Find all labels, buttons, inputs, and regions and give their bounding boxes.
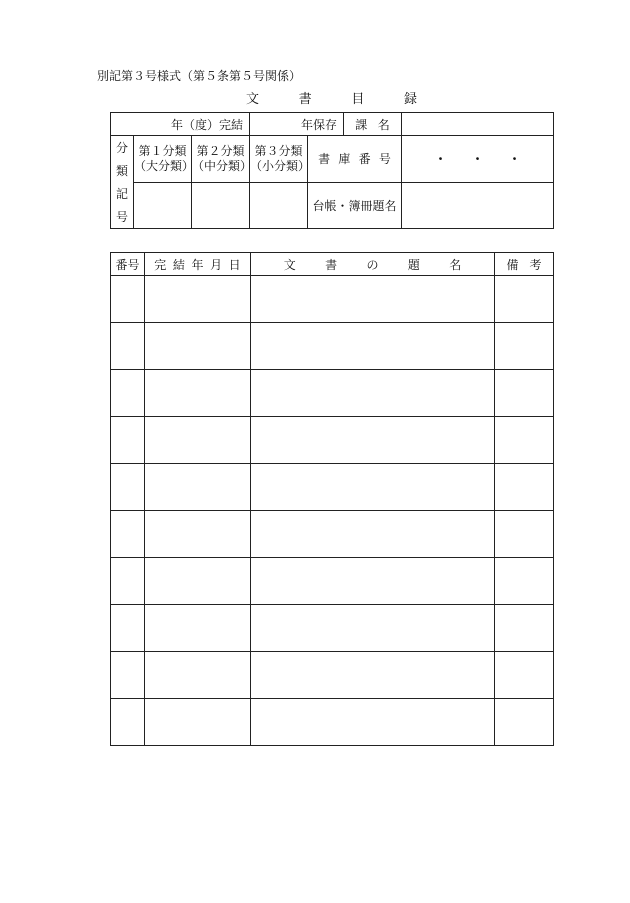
completion-date-cell[interactable] xyxy=(145,370,251,417)
number-cell[interactable] xyxy=(111,417,145,464)
table-row xyxy=(111,417,554,464)
remarks-header-char: 備 xyxy=(506,257,519,272)
number-cell[interactable] xyxy=(111,511,145,558)
remarks-cell[interactable] xyxy=(495,558,554,605)
remarks-cell[interactable] xyxy=(495,605,554,652)
title-header-char: 名 xyxy=(449,257,462,272)
classification-label-cell xyxy=(111,136,134,229)
title-header-char: 文 xyxy=(283,257,296,272)
document-title-cell[interactable] xyxy=(251,558,495,605)
class1-header xyxy=(134,136,195,183)
number-cell[interactable] xyxy=(111,558,145,605)
completion-date-cell[interactable] xyxy=(145,558,251,605)
number-cell[interactable] xyxy=(111,652,145,699)
storage-number-label-cell xyxy=(308,136,402,183)
table-row xyxy=(111,558,554,605)
storage-dot: ・ xyxy=(508,152,521,167)
document-title-cell[interactable] xyxy=(251,605,495,652)
storage-dot: ・ xyxy=(471,152,484,167)
completion-date-cell[interactable] xyxy=(145,699,251,746)
form-number-label: 別記第３号様式（第５条第５号関係） xyxy=(97,69,302,83)
completion-date-cell[interactable] xyxy=(145,605,251,652)
class3-header xyxy=(250,136,311,183)
document-title-cell[interactable] xyxy=(251,276,495,323)
completion-date-cell[interactable] xyxy=(145,511,251,558)
completion-date-cell[interactable] xyxy=(145,276,251,323)
number-cell[interactable] xyxy=(111,464,145,511)
class3-sub: （小分類） xyxy=(250,158,311,173)
number-header-label: 番号 xyxy=(115,257,140,272)
table-row xyxy=(111,464,554,511)
storage-char: 番 xyxy=(358,152,371,167)
date-header-char: 月 xyxy=(210,257,223,272)
document-list-table xyxy=(110,252,554,746)
class1-label: 第１分類 xyxy=(138,143,187,158)
table-row xyxy=(111,511,554,558)
title-char: 書 xyxy=(298,92,312,107)
storage-char: 号 xyxy=(378,152,391,167)
table-row xyxy=(111,605,554,652)
remarks-cell[interactable] xyxy=(495,511,554,558)
table-row xyxy=(111,276,554,323)
completion-date-cell[interactable] xyxy=(145,417,251,464)
classification-char: 号 xyxy=(115,210,128,224)
table-row xyxy=(111,699,554,746)
remarks-header xyxy=(495,253,554,276)
ledger-name-label-cell xyxy=(308,182,402,229)
date-header-char: 結 xyxy=(172,257,185,272)
table-row xyxy=(111,652,554,699)
classification-char: 記 xyxy=(115,187,128,201)
remarks-cell[interactable] xyxy=(495,323,554,370)
number-header xyxy=(111,253,145,276)
document-title xyxy=(110,88,553,107)
section-char: 課 xyxy=(355,117,368,132)
remarks-cell[interactable] xyxy=(495,652,554,699)
title-char: 録 xyxy=(403,92,417,107)
title-char: 文 xyxy=(246,92,260,107)
document-title-cell[interactable] xyxy=(251,417,495,464)
classification-char: 類 xyxy=(115,164,128,178)
date-header-char: 日 xyxy=(228,257,241,272)
completion-year-cell[interactable] xyxy=(111,113,250,136)
ledger-name-value[interactable] xyxy=(402,182,554,229)
completion-date-cell[interactable] xyxy=(145,652,251,699)
storage-dot: ・ xyxy=(434,152,447,167)
storage-char: 庫 xyxy=(338,152,351,167)
section-char: 名 xyxy=(377,117,390,132)
class2-header xyxy=(192,136,253,183)
document-title-cell[interactable] xyxy=(251,464,495,511)
document-info-table xyxy=(110,112,554,229)
title-header-char: 題 xyxy=(407,257,420,272)
class2-sub: （中分類） xyxy=(192,158,253,173)
table-row xyxy=(111,323,554,370)
document-title-cell[interactable] xyxy=(251,323,495,370)
remarks-header-char: 考 xyxy=(529,257,542,272)
document-title-cell[interactable] xyxy=(251,370,495,417)
completion-date-cell[interactable] xyxy=(145,323,251,370)
document-title-cell[interactable] xyxy=(251,699,495,746)
completion-date-cell[interactable] xyxy=(145,464,251,511)
class2-value[interactable] xyxy=(192,182,250,229)
ledger-name-label: 台帳・簿冊題名 xyxy=(312,198,397,213)
title-header-char: の xyxy=(366,257,379,272)
number-cell[interactable] xyxy=(111,370,145,417)
remarks-cell[interactable] xyxy=(495,276,554,323)
remarks-cell[interactable] xyxy=(495,699,554,746)
table-row xyxy=(111,370,554,417)
storage-number-value[interactable] xyxy=(402,136,554,183)
class1-sub: （大分類） xyxy=(134,158,195,173)
number-cell[interactable] xyxy=(111,276,145,323)
completion-year-label: 年（度）完結 xyxy=(171,117,244,132)
document-title-cell[interactable] xyxy=(251,511,495,558)
document-title-header xyxy=(251,253,495,276)
class2-label: 第２分類 xyxy=(196,143,245,158)
remarks-cell[interactable] xyxy=(495,370,554,417)
document-title-cell[interactable] xyxy=(251,652,495,699)
date-header-char: 年 xyxy=(191,257,204,272)
class1-value[interactable] xyxy=(134,182,192,229)
title-header-char: 書 xyxy=(325,257,338,272)
date-header-char: 完 xyxy=(154,257,167,272)
number-cell[interactable] xyxy=(111,605,145,652)
number-cell[interactable] xyxy=(111,699,145,746)
class3-label: 第３分類 xyxy=(254,143,303,158)
completion-date-header xyxy=(145,253,251,276)
storage-char: 書 xyxy=(318,152,331,167)
class3-value[interactable] xyxy=(250,182,308,229)
remarks-cell[interactable] xyxy=(495,464,554,511)
remarks-cell[interactable] xyxy=(495,417,554,464)
title-char: 目 xyxy=(351,92,365,107)
retention-label: 年保存 xyxy=(301,117,338,132)
classification-char: 分 xyxy=(115,141,128,155)
retention-cell[interactable] xyxy=(250,113,344,136)
number-cell[interactable] xyxy=(111,323,145,370)
section-name-label-cell xyxy=(344,113,402,136)
section-name-value[interactable] xyxy=(402,113,554,136)
